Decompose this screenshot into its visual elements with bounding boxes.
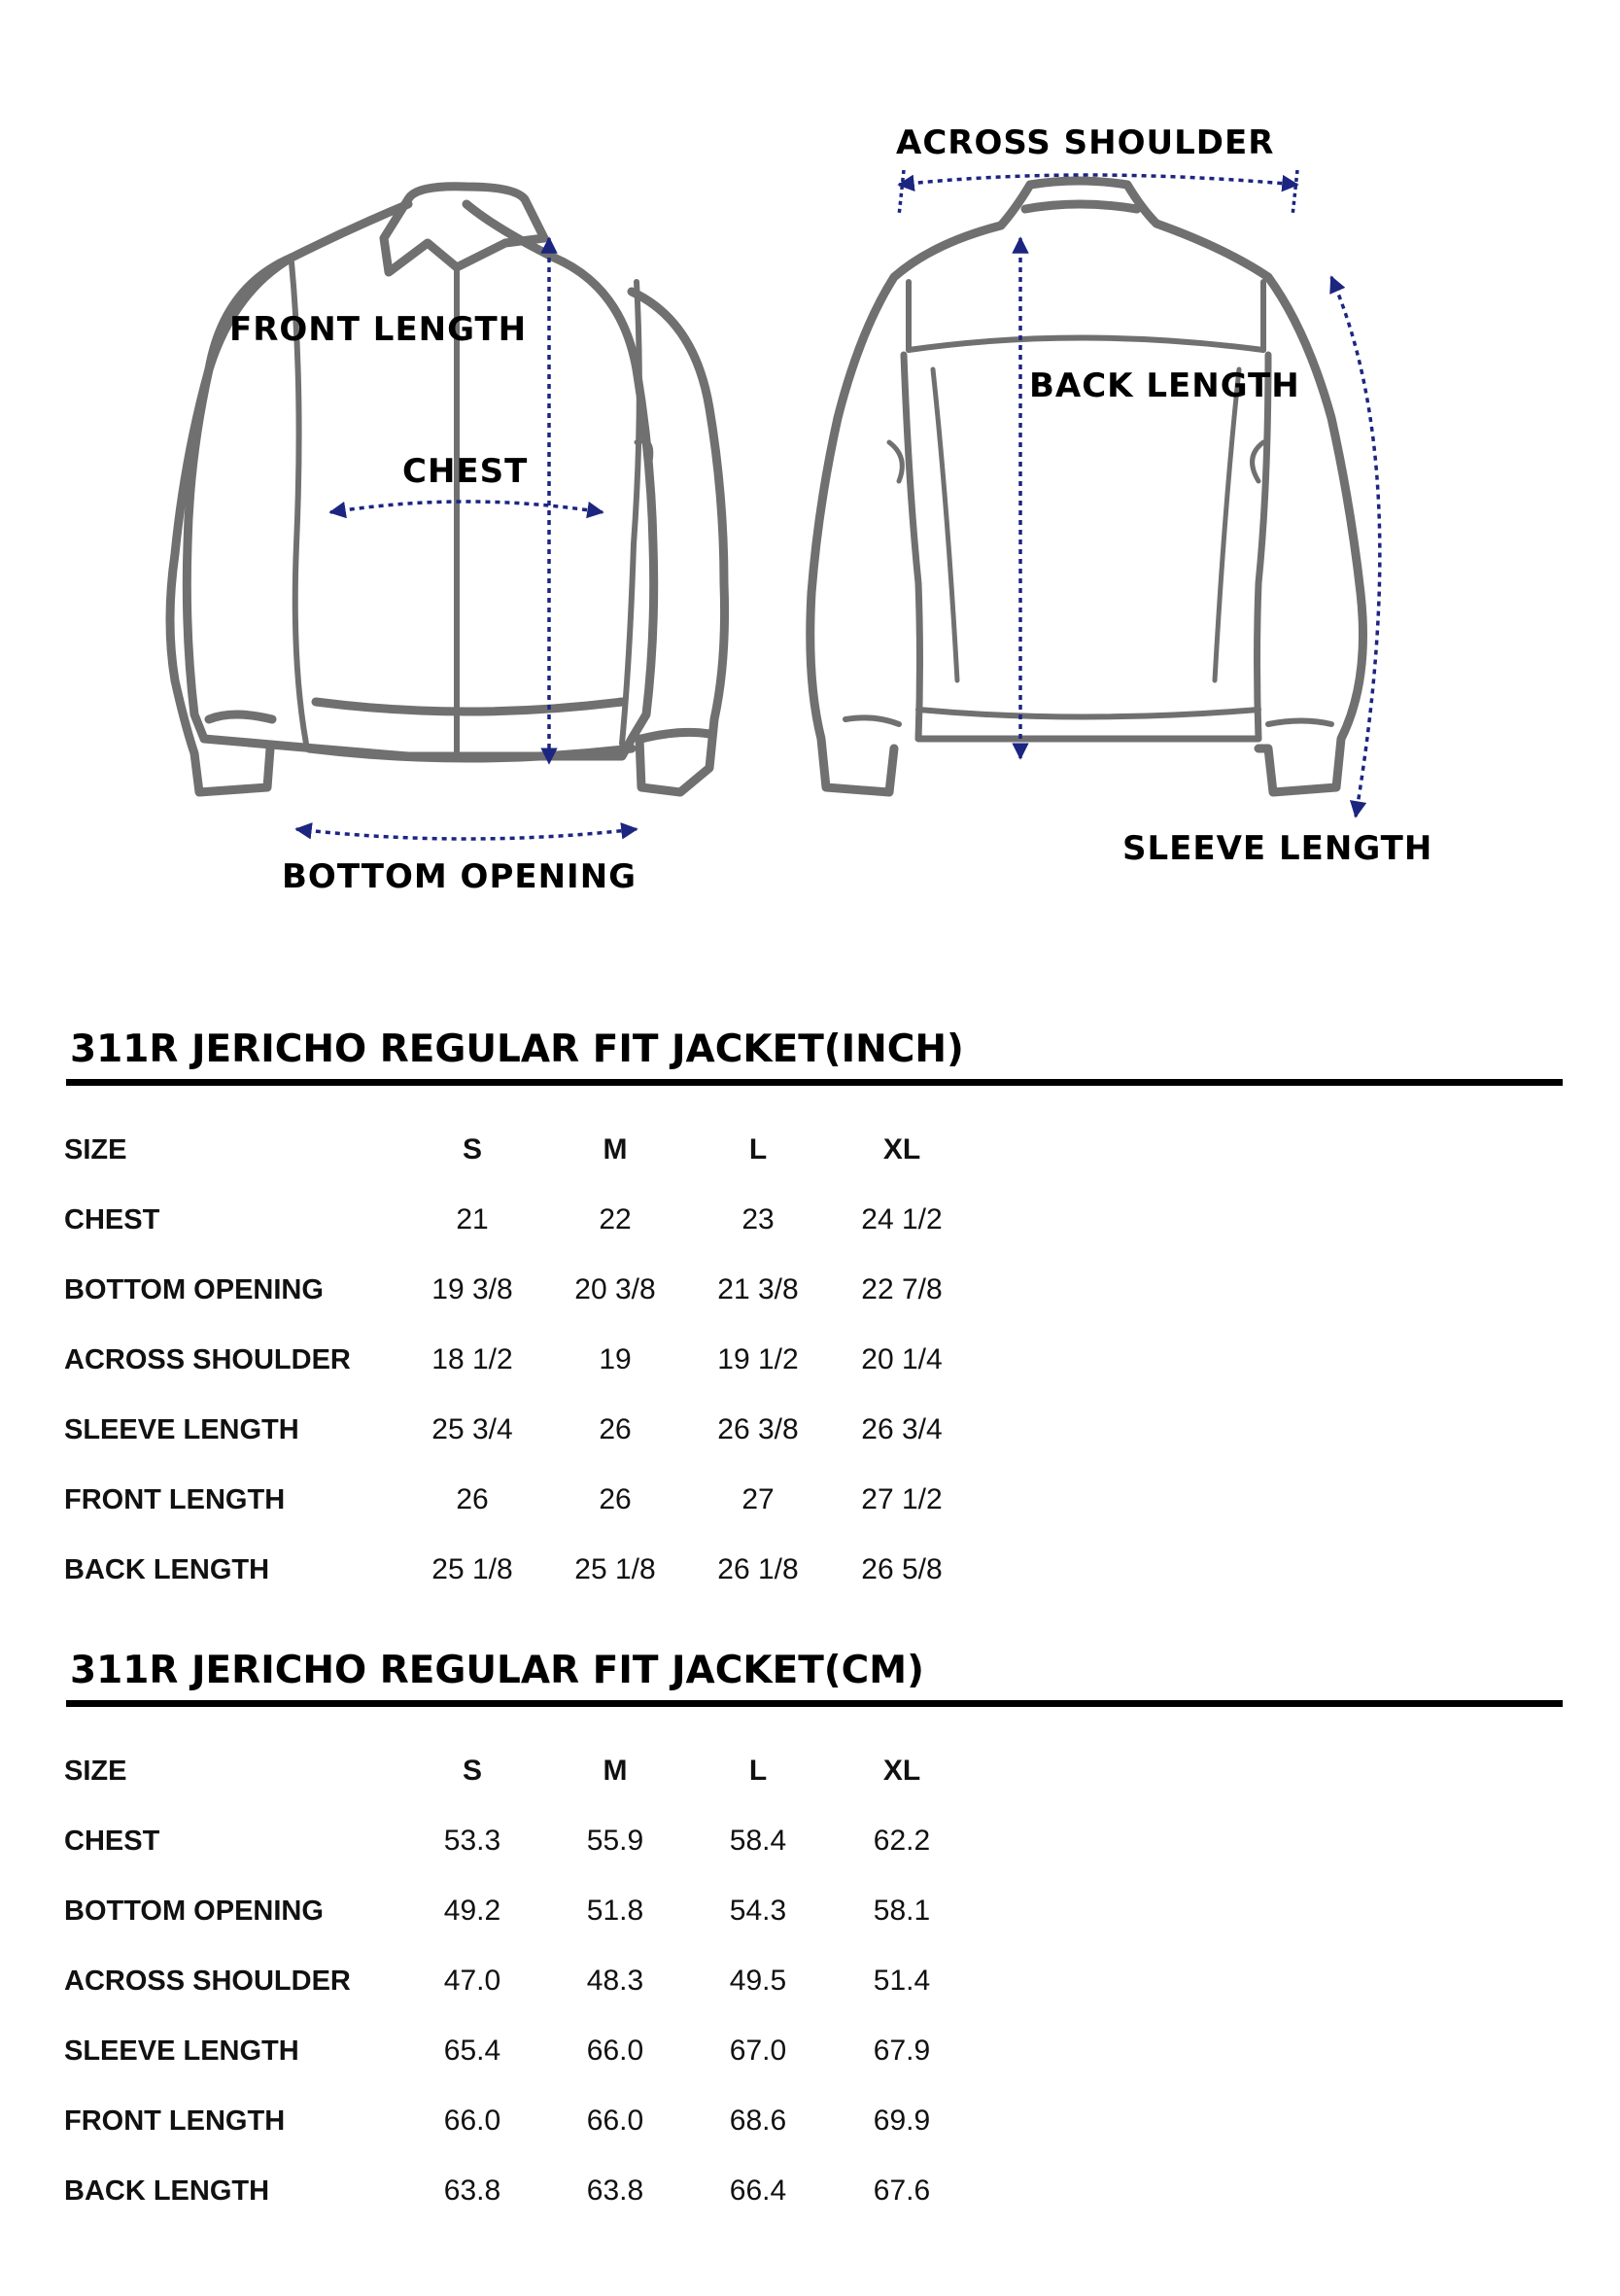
- cell-s: 66.0: [443, 2105, 501, 2137]
- cell-s: 21: [456, 1203, 489, 1235]
- row-label: CHEST: [64, 1826, 160, 1857]
- cell-l: 27: [741, 1483, 775, 1515]
- bottom-opening-arrow: [296, 829, 637, 839]
- cell-s: 25 1/8: [431, 1553, 513, 1585]
- back-length-label: BACK LENGTH: [1029, 366, 1300, 405]
- table-row: [0, 1962, 1620, 2000]
- cell-m: 25 1/8: [574, 1553, 656, 1585]
- cell-l: 67.0: [729, 2035, 787, 2067]
- table-row: [0, 1200, 1620, 1239]
- table-row: [0, 2032, 1620, 2070]
- measurement-diagram: [0, 0, 1620, 933]
- header-size: SIZE: [64, 1756, 127, 1787]
- cell-s: 65.4: [443, 2035, 501, 2067]
- back-jacket-outline: [810, 181, 1363, 792]
- row-label: BACK LENGTH: [64, 1554, 270, 1585]
- cm-table-title: 311R JERICHO REGULAR FIT JACKET(CM): [70, 1649, 924, 1692]
- row-label: FRONT LENGTH: [64, 1484, 286, 1515]
- cell-l: 19 1/2: [717, 1343, 799, 1375]
- cell-m: 22: [599, 1203, 632, 1235]
- cell-s: 26: [456, 1483, 489, 1515]
- inch-table-title: 311R JERICHO REGULAR FIT JACKET(INCH): [70, 1027, 964, 1071]
- cell-l: 23: [741, 1203, 775, 1235]
- cell-m: 48.3: [586, 1965, 644, 1997]
- jacket-illustrations: [0, 0, 1620, 933]
- cell-xl: 67.9: [873, 2035, 931, 2067]
- cell-xl: 22 7/8: [861, 1273, 943, 1305]
- cell-m: 20 3/8: [574, 1273, 656, 1305]
- header-size: SIZE: [64, 1134, 127, 1165]
- cell-xl: 51.4: [873, 1965, 931, 1997]
- row-label: FRONT LENGTH: [64, 2105, 286, 2137]
- row-label: ACROSS SHOULDER: [64, 1966, 351, 1997]
- cell-l: 26 3/8: [717, 1413, 799, 1445]
- row-label: ACROSS SHOULDER: [64, 1344, 351, 1375]
- table-row: [0, 2102, 1620, 2140]
- table-row: [0, 1340, 1620, 1379]
- cell-xl: 62.2: [873, 1825, 931, 1857]
- header-l: L: [748, 1133, 768, 1165]
- table-row: [0, 1550, 1620, 1589]
- row-label: BOTTOM OPENING: [64, 1896, 324, 1927]
- cell-s: 19 3/8: [431, 1273, 513, 1305]
- table-row: [0, 1410, 1620, 1449]
- cell-xl: 27 1/2: [861, 1483, 943, 1515]
- cell-l: 49.5: [729, 1965, 787, 1997]
- bottom-opening-label: BOTTOM OPENING: [282, 857, 638, 896]
- cell-m: 66.0: [586, 2105, 644, 2137]
- header-m: M: [603, 1133, 628, 1165]
- header-xl: XL: [882, 1755, 921, 1787]
- front-length-label: FRONT LENGTH: [229, 310, 528, 349]
- cell-s: 53.3: [443, 1825, 501, 1857]
- inch-title-rule: [66, 1079, 1563, 1086]
- cell-m: 19: [599, 1343, 632, 1375]
- row-label: BOTTOM OPENING: [64, 1274, 324, 1305]
- row-label: SLEEVE LENGTH: [64, 2035, 299, 2067]
- header-xl: XL: [882, 1133, 921, 1165]
- cell-m: 55.9: [586, 1825, 644, 1857]
- table-row: [0, 1270, 1620, 1309]
- cell-xl: 58.1: [873, 1895, 931, 1927]
- header-s: S: [462, 1755, 482, 1787]
- cell-s: 47.0: [443, 1965, 501, 1997]
- cell-xl: 26 5/8: [861, 1553, 943, 1585]
- chest-label: CHEST: [402, 452, 529, 491]
- table-header-row: [0, 1131, 1620, 1169]
- table-row: [0, 1822, 1620, 1861]
- cell-s: 25 3/4: [431, 1413, 513, 1445]
- row-label: CHEST: [64, 1204, 160, 1235]
- sleeve-length-label: SLEEVE LENGTH: [1122, 829, 1433, 868]
- row-label: BACK LENGTH: [64, 2175, 270, 2207]
- header-l: L: [748, 1755, 768, 1787]
- cell-s: 18 1/2: [431, 1343, 513, 1375]
- cell-m: 26: [599, 1413, 632, 1445]
- cell-xl: 26 3/4: [861, 1413, 943, 1445]
- cell-m: 26: [599, 1483, 632, 1515]
- cell-l: 66.4: [729, 2174, 787, 2207]
- cell-m: 66.0: [586, 2035, 644, 2067]
- cm-title-rule: [66, 1700, 1563, 1707]
- cell-xl: 67.6: [873, 2174, 931, 2207]
- row-label: SLEEVE LENGTH: [64, 1414, 299, 1445]
- chest-arrow: [330, 502, 603, 512]
- cell-l: 21 3/8: [717, 1273, 799, 1305]
- cell-l: 54.3: [729, 1895, 787, 1927]
- cell-xl: 69.9: [873, 2105, 931, 2137]
- table-row: [0, 1892, 1620, 1931]
- table-row: [0, 1480, 1620, 1519]
- across-shoulder-label: ACROSS SHOULDER: [896, 123, 1275, 162]
- table-header-row: [0, 1752, 1620, 1791]
- cell-xl: 20 1/4: [861, 1343, 943, 1375]
- cell-m: 63.8: [586, 2174, 644, 2207]
- table-row: [0, 2172, 1620, 2210]
- cell-l: 68.6: [729, 2105, 787, 2137]
- cell-s: 63.8: [443, 2174, 501, 2207]
- cell-s: 49.2: [443, 1895, 501, 1927]
- header-s: S: [462, 1133, 482, 1165]
- cell-xl: 24 1/2: [861, 1203, 943, 1235]
- cell-m: 51.8: [586, 1895, 644, 1927]
- cell-l: 26 1/8: [717, 1553, 799, 1585]
- cell-l: 58.4: [729, 1825, 787, 1857]
- header-m: M: [603, 1755, 628, 1787]
